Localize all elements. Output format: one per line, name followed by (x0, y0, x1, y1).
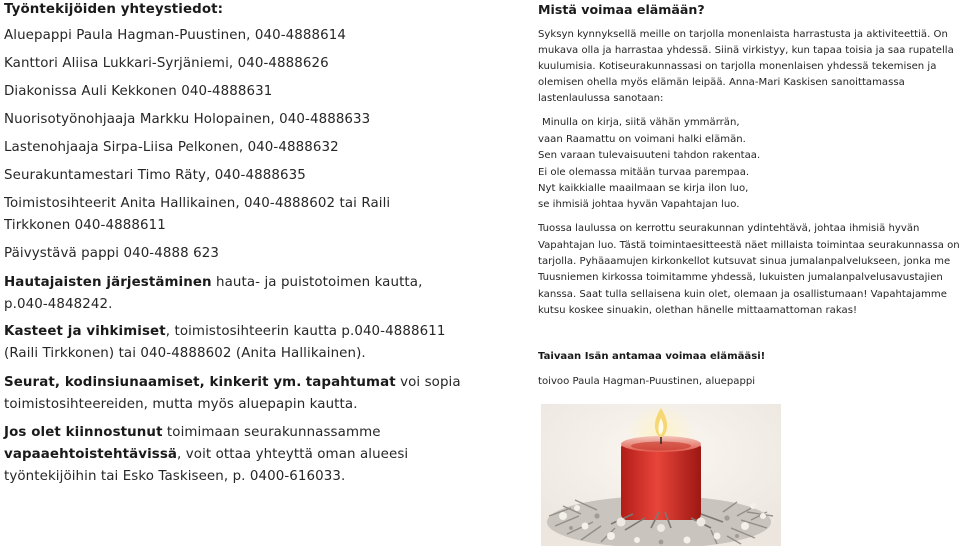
volunteer-bold: Jos olet kiinnostunut (4, 425, 163, 440)
body-line: Tuusniemen kirkossa toimitamme yhdessä, lukuisten jumalanpalvelusavustajien (538, 272, 943, 283)
events-paragraph (4, 375, 461, 390)
contact-line: Päivystävä pappi 040-4888 623 (4, 246, 219, 261)
blessing-text: Taivaan Isän antamaa voimaa elämääsi! (538, 351, 766, 362)
volunteer-text-2: , voit ottaa yhteyttä oman alueesi (177, 447, 409, 462)
funerals-paragraph (4, 275, 422, 290)
baptisms-paragraph (4, 324, 445, 339)
baptisms-line2: (Raili Tirkkonen) tai 040-4888602 (Anita Hallikainen). (4, 346, 366, 361)
events-line2: toimistosihteereiden, mutta myös aluepapin kautta. (4, 397, 358, 412)
contact-line: Tirkkonen 040-4888611 (4, 218, 166, 233)
intro-line: olemisen ohella myös elämän leipää. Anna-Mari Kaskisen sanoittamassa (538, 77, 905, 88)
body-line: Tuossa laulussa on kerrottu seurakunnan ydintehtävä, johtaa ihmisiä hyvän (538, 223, 920, 234)
body-line: kutsu koskee sinuakin, olethan hänelle mittaamattoman rakas! (538, 305, 857, 316)
contact-line: Kanttori Aliisa Lukkari-Syrjäniemi, 040-4888626 (4, 56, 329, 71)
intro-line: mukava olla ja harrastaa yhdessä. Siinä virkistyy, kun tapaa toisia ja saa rupatella (538, 45, 954, 56)
contact-line: Diakonissa Auli Kekkonen 040-4888631 (4, 84, 273, 99)
signature-text: toivoo Paula Hagman-Puustinen, aluepappi (538, 376, 756, 387)
body-line: Vapahtajan luo. Tästä toimintaesitteestä näet millaista toimintaa seurakunnassa on (538, 240, 960, 251)
contact-line: Toimistosihteerit Anita Hallikainen, 040-4888602 tai Raili (4, 196, 391, 211)
poem-line: Sen varaan tulevaisuuteni tahdon rakentaa. (538, 150, 761, 161)
volunteer-bold-2: vapaaehtoistehtävissä (4, 447, 178, 462)
poem-line: vaan Raamattu on voimani halki elämän. (538, 134, 746, 145)
funerals-text: hauta- ja puistotoimen kautta, (211, 275, 423, 290)
events-bold: Seurat, kodinsiunaamiset, kinkerit ym. (4, 375, 302, 390)
funerals-bold: Hautajaisten järjestäminen (4, 275, 212, 290)
contact-line: Nuorisotyönohjaaja Markku Holopainen, 040-4888633 (4, 112, 371, 127)
volunteer-line1 (4, 425, 381, 440)
poem-line: se ihmisiä johtaa hyvän Vapahtajan luo. (538, 199, 740, 210)
volunteer-text: toimimaan seurakunnassamme (162, 425, 381, 440)
candle-wreath-photo (541, 404, 781, 546)
poem-line: Nyt kaikkialle maailmaan se kirja ilon luo, (538, 183, 749, 194)
body-line: tarjolla. Pyhäaamujen kirkonkellot kutsuvat sinua jumalanpalvelukseen, jonka me (538, 256, 951, 267)
intro-line: Syksyn kynnyksellä meille on tarjolla monenlaista harrastusta ja aktiviteettiä. On (538, 29, 948, 40)
body-line: kanssa. Saat tulla sellaisena kuin olet, olemaan ja osallistumaan! Vapahtajamme (538, 289, 947, 300)
baptisms-bold: Kasteet ja vihkimiset (4, 324, 166, 339)
volunteer-line3: työntekijöihin tai Esko Taskiseen, p. 0400-616033. (4, 469, 346, 484)
funerals-line2: p.040-4848242. (4, 297, 113, 312)
events-text: voi sopia (395, 375, 461, 390)
poem-line: Ei ole olemassa mitään turvaa parempaa. (538, 167, 750, 178)
poem-line: Minulla on kirja, siitä vähän ymmärrän, (542, 117, 740, 128)
contact-line: Lastenohjaaja Sirpa-Liisa Pelkonen, 040-4888632 (4, 140, 339, 155)
events-bold-2: tapahtumat (305, 375, 396, 390)
baptisms-text: , toimistosihteerin kautta p.040-4888611 (165, 324, 446, 339)
intro-line: lastenlaulussa sanotaan: (538, 93, 664, 104)
intro-line: kuulumisia. Kotiseurakunnassasi on tarjolla monenlaisen yhdessä tekemisen ja (538, 61, 937, 72)
volunteer-line2 (4, 447, 408, 462)
contacts-heading: Työntekijöiden yhteystiedot: (4, 2, 224, 17)
contact-line: Seurakuntamestari Timo Räty, 040-4888635 (4, 168, 306, 183)
contact-line: Aluepappi Paula Hagman-Puustinen, 040-4888614 (4, 28, 346, 43)
message-heading: Mistä voimaa elämään? (538, 2, 705, 17)
